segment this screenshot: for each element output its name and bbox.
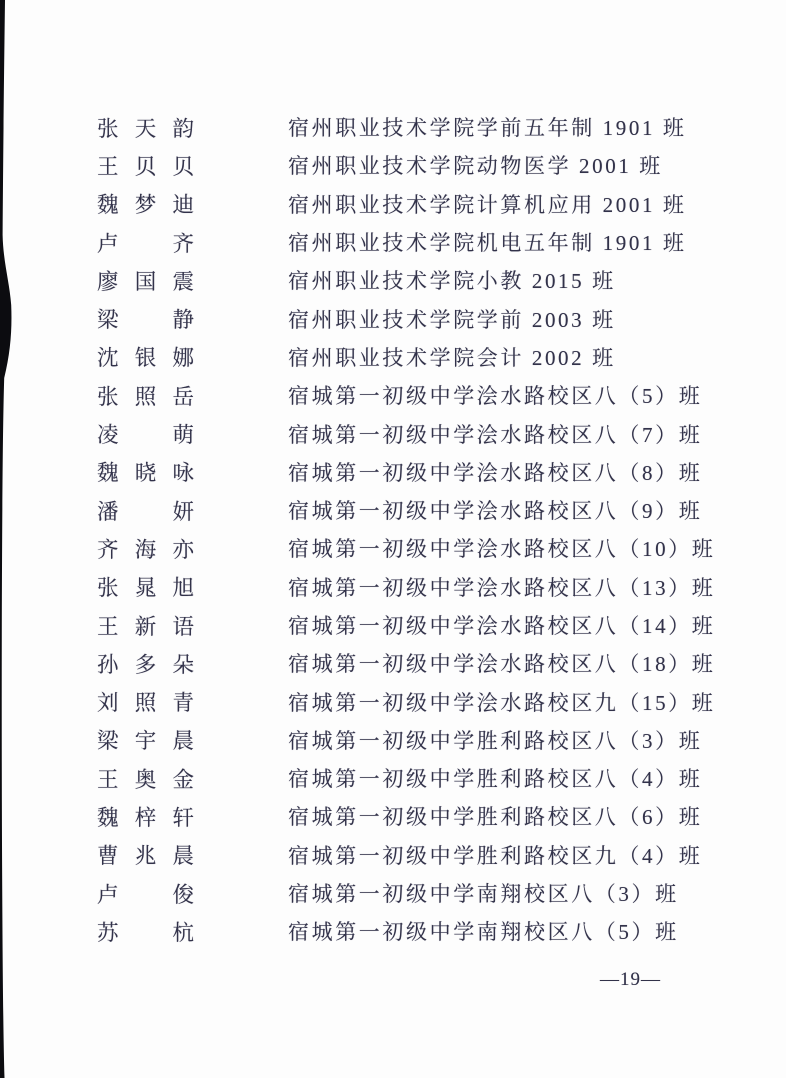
list-item — [97, 453, 757, 491]
student-name: 廖国震 — [97, 269, 194, 294]
student-name: 魏梓轩 — [97, 805, 194, 830]
list-item — [97, 836, 757, 874]
list-item — [97, 414, 757, 452]
list-item — [97, 874, 757, 912]
school-class: 宿城第一初级中学胜利路校区八（3）班 — [288, 728, 703, 753]
list-item — [97, 108, 757, 146]
student-name: 梁宇晨 — [97, 729, 194, 754]
school-class: 宿城第一初级中学浍水路校区九（15）班 — [288, 690, 716, 715]
list-item — [97, 568, 757, 606]
student-name: 苏 杭 — [97, 920, 194, 945]
student-name: 卢 俊 — [97, 882, 194, 907]
school-class: 宿城第一初级中学浍水路校区八（10）班 — [288, 537, 716, 562]
school-class: 宿城第一初级中学胜利路校区八（6）班 — [288, 805, 703, 830]
school-class: 宿州职业技术学院小教 2015 班 — [288, 269, 616, 294]
school-class: 宿州职业技术学院学前 2003 班 — [288, 307, 616, 332]
school-class: 宿城第一初级中学胜利路校区九（4）班 — [288, 843, 703, 868]
school-class: 宿城第一初级中学浍水路校区八（18）班 — [288, 652, 716, 677]
student-name: 王贝贝 — [97, 154, 194, 179]
school-class: 宿城第一初级中学浍水路校区八（5）班 — [288, 384, 703, 409]
list-item — [97, 185, 757, 223]
school-class: 宿城第一初级中学浍水路校区八（14）班 — [288, 614, 716, 638]
student-name: 张照岳 — [97, 384, 194, 409]
list-item — [97, 491, 757, 529]
list-item — [97, 146, 757, 184]
student-name: 王奥金 — [97, 767, 194, 792]
student-name: 曹兆晨 — [97, 844, 194, 869]
student-name: 魏晓咏 — [97, 461, 194, 486]
student-name: 张天韵 — [97, 116, 194, 141]
student-name: 孙多朵 — [97, 652, 194, 677]
school-class: 宿城第一初级中学胜利路校区八（4）班 — [288, 767, 703, 792]
student-name: 梁 静 — [97, 308, 194, 333]
list-item — [97, 376, 757, 414]
student-name: 凌 萌 — [97, 423, 194, 448]
school-class: 宿州职业技术学院动物医学 2001 班 — [288, 154, 663, 179]
list-item — [97, 223, 757, 261]
list-item — [97, 682, 757, 720]
school-class: 宿城第一初级中学南翔校区八（3）班 — [288, 882, 679, 907]
list-item — [97, 759, 757, 797]
school-class: 宿州职业技术学院学前五年制 1901 班 — [288, 116, 687, 141]
scanner-edge-artifact — [0, 0, 16, 1078]
list-item — [97, 644, 757, 682]
student-name: 张晁旭 — [97, 576, 194, 601]
list-item — [97, 299, 757, 337]
student-name: 魏梦迪 — [97, 193, 194, 218]
student-name: 齐海亦 — [97, 537, 194, 562]
student-name: 潘 妍 — [97, 499, 194, 524]
school-class: 宿州职业技术学院会计 2002 班 — [288, 345, 616, 370]
student-name: 沈银娜 — [97, 346, 194, 371]
list-item — [97, 721, 757, 759]
school-class: 宿城第一初级中学浍水路校区八（8）班 — [288, 460, 703, 485]
list-item — [97, 912, 757, 950]
page-number: —19— — [600, 969, 661, 990]
list-item — [97, 529, 757, 567]
list-item — [97, 261, 757, 299]
school-class: 宿城第一初级中学南翔校区八（5）班 — [288, 920, 679, 945]
list-item — [97, 797, 757, 835]
school-class: 宿城第一初级中学浍水路校区八（9）班 — [288, 499, 703, 524]
student-name: 刘照青 — [97, 691, 194, 716]
school-class: 宿州职业技术学院机电五年制 1901 班 — [288, 231, 687, 256]
school-class: 宿城第一初级中学浍水路校区八（7）班 — [288, 422, 703, 447]
school-class: 宿城第一初级中学浍水路校区八（13）班 — [288, 575, 716, 600]
list-item — [97, 338, 757, 376]
student-name: 卢 齐 — [97, 231, 194, 256]
student-name: 王新语 — [97, 614, 194, 639]
recipient-list — [97, 108, 757, 951]
school-class: 宿州职业技术学院计算机应用 2001 班 — [288, 192, 687, 217]
list-item — [97, 606, 757, 644]
